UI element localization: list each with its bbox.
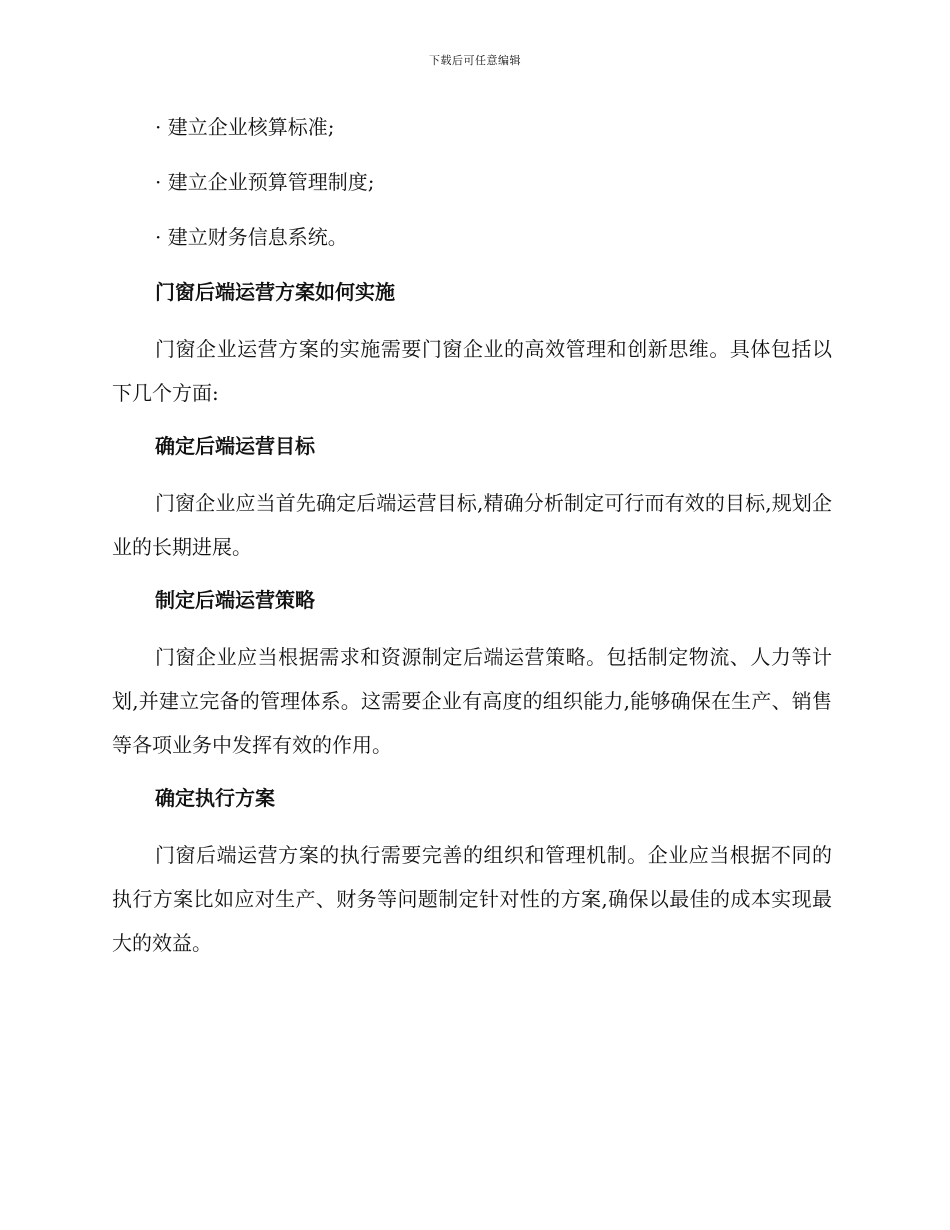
section-paragraph-implementation: 门窗企业运营方案的实施需要门窗企业的高效管理和创新思维。具体包括以下几个方面: <box>112 337 832 405</box>
section-paragraph-strategy: 门窗企业应当根据需求和资源制定后端运营策略。包括制定物流、人力等计划,并建立完备的管理体系。这需要企业有高度的组织能力,能够确保在生产、销售等各项业务中发挥有效的作用。 <box>112 645 832 757</box>
bullet-item-finance-info-system: · 建立财务信息系统。 <box>155 225 348 249</box>
section-paragraph-goals: 门窗企业应当首先确定后端运营目标,精确分析制定可行而有效的目标,规划企业的长期进展。 <box>112 491 832 559</box>
header-note: 下载后可任意编辑 <box>429 54 521 67</box>
section-heading-goals: 确定后端运营目标 <box>155 434 315 458</box>
section-heading-execution: 确定执行方案 <box>155 786 275 810</box>
bullet-item-accounting-standard: · 建立企业核算标准; <box>155 115 335 139</box>
section-paragraph-execution: 门窗后端运营方案的执行需要完善的组织和管理机制。企业应当根据不同的执行方案比如应对生产、财务等问题制定针对性的方案,确保以最佳的成本实现最大的效益。 <box>112 843 832 955</box>
section-heading-implementation: 门窗后端运营方案如何实施 <box>155 280 395 304</box>
document-content <box>112 108 832 977</box>
bullet-item-budget-system: · 建立企业预算管理制度; <box>155 170 375 194</box>
section-heading-strategy: 制定后端运营策略 <box>155 588 315 612</box>
